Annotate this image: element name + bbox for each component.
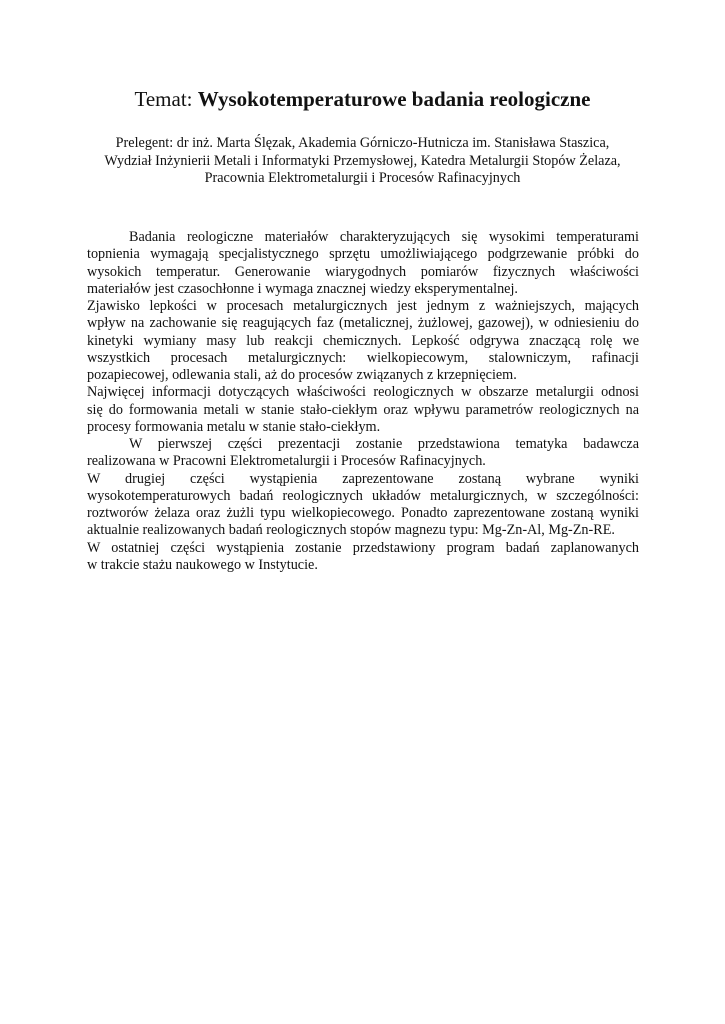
body-line: procesy formowania metalu w stanie stało-ciekłym. [87, 418, 381, 435]
body-line: wysokich temperatur. Generowanie wiarygodnych pomiarów fizycznych właściwości [87, 263, 639, 280]
body-line: kinetyki wymiany masy lub reakcji chemicznych. Lepkość odgrywa znaczącą rolę we [87, 332, 639, 349]
body-line: Badania reologiczne materiałów charakteryzujących się wysokimi temperaturami [129, 229, 639, 245]
body-line: wszystkich procesach metalurgicznych: wielkopiecowym, stalowniczym, rafinacji [87, 349, 639, 366]
title-main: Wysokotemperaturowe badania reologiczne [197, 87, 591, 111]
body-line: realizowana w Pracowni Elektrometalurgii i Procesów Rafinacyjnych. [87, 453, 486, 470]
body-line: pozapiecowej, odlewania stali, aż do procesów związanych z krzepnięciem. [87, 367, 517, 383]
speaker-line: Pracownia Elektrometalurgii i Procesów Rafinacyjnych [204, 170, 521, 186]
speaker-line: Prelegent: dr inż. Marta Ślęzak, Akademia Górniczo-Hutnicza im. Stanisława Staszica, [115, 135, 610, 151]
abstract-body [87, 229, 639, 574]
body-line: W pierwszej części prezentacji zostanie przedstawiona tematyka badawcza [129, 436, 639, 452]
page-title [0, 86, 725, 112]
body-line: wpływ na zachowanie się reagujących faz (metalicznej, żużlowej, gazowej), w odniesieniu do [87, 315, 639, 332]
body-line: aktualnie realizowanych badań reologicznych stopów magnezu typu: Mg-Zn-Al, Mg-Zn-RE. [87, 522, 615, 539]
title-prefix: Temat: [134, 87, 198, 111]
body-line: materiałów jest czasochłonne i wymaga znacznej wiedzy eksperymentalnej. [87, 280, 518, 297]
body-line: W ostatniej części wystąpienia zostanie przedstawiony program badań zaplanowanych [87, 539, 639, 556]
body-line: W drugiej części wystąpienia zaprezentowane zostaną wybrane wyniki [87, 470, 639, 487]
speaker-line: Wydział Inżynierii Metali i Informatyki Przemysłowej, Katedra Metalurgii Stopów Żelaza, [104, 152, 621, 169]
body-line: roztworów żelaza oraz żużli typu wielkopiecowego. Ponadto zaprezentowane zostaną wyniki [87, 505, 639, 521]
body-line: się do formowania metali w stanie stało-ciekłym oraz wpływu parametrów reologicznych na [87, 401, 639, 418]
body-line: wysokotemperaturowych badań reologicznych układów metalurgicznych, w szczególności: [87, 487, 639, 504]
body-line: Najwięcej informacji dotyczących właściwości reologicznych w obszarze metalurgii odnosi [87, 384, 639, 401]
body-line: w trakcie stażu naukowego w Instytucie. [87, 556, 318, 573]
body-line: topnienia wymagają specjalistycznego sprzętu umożliwiającego podgrzewanie próbki do [87, 246, 639, 263]
speaker-info [60, 135, 665, 188]
body-line: Zjawisko lepkości w procesach metalurgicznych jest jednym z ważniejszych, mających [87, 298, 639, 314]
